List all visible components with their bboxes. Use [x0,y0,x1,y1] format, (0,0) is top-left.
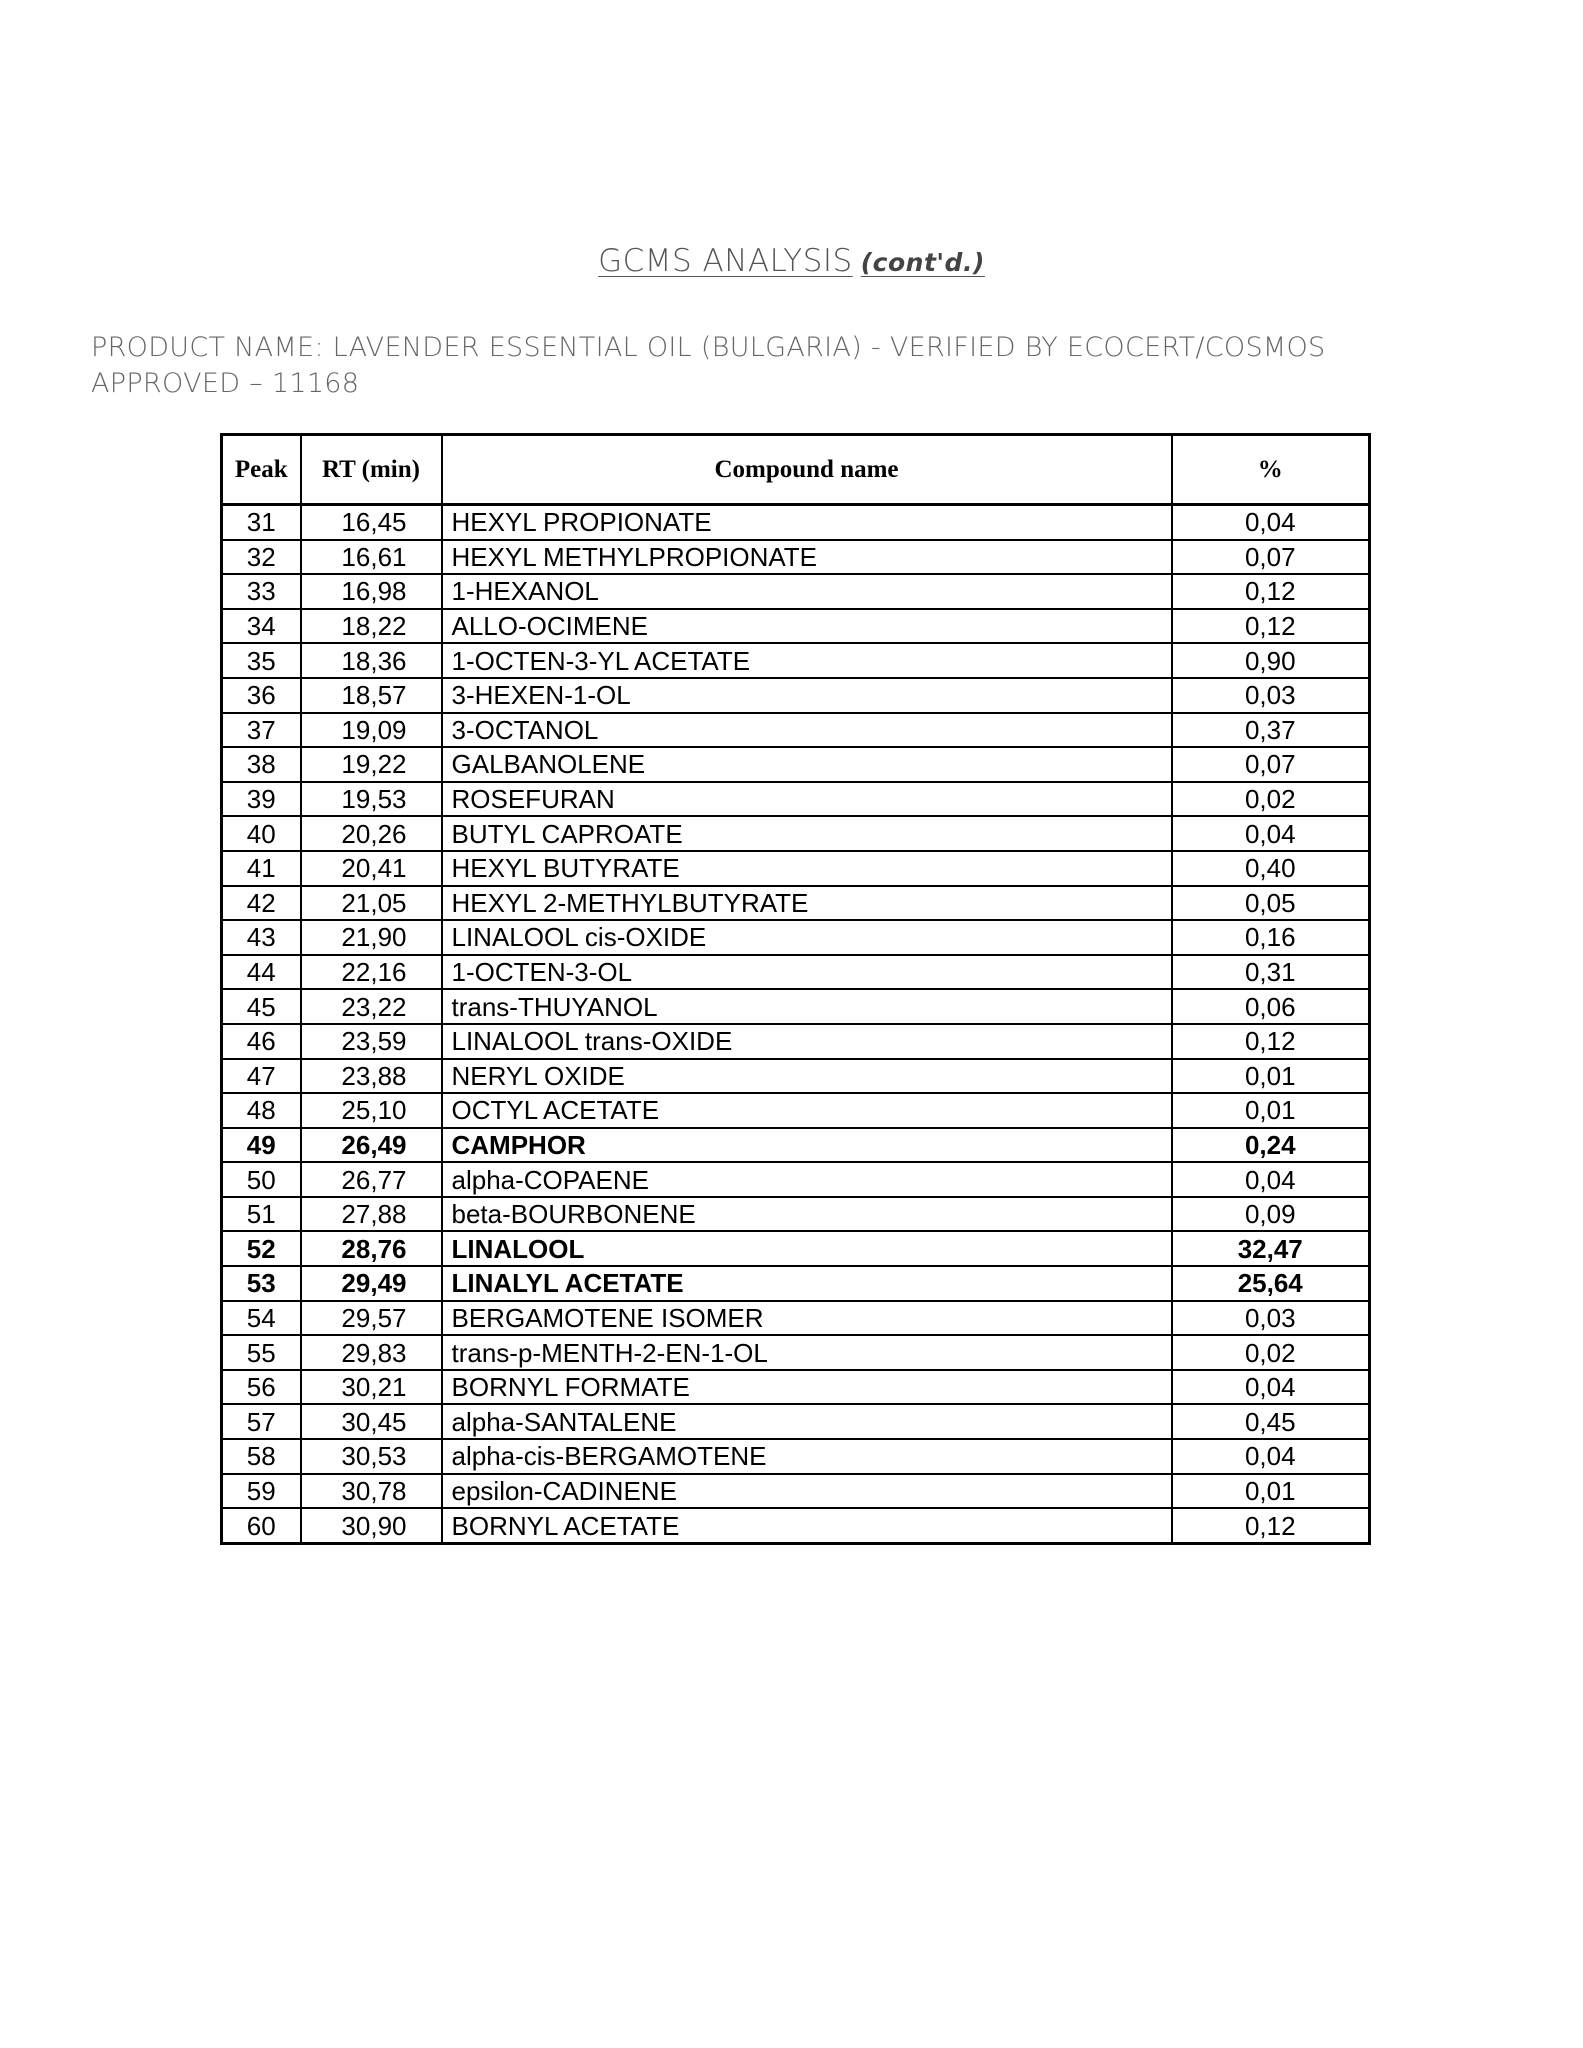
cell-percent: 0,03 [1172,678,1370,713]
cell-percent: 0,24 [1172,1128,1370,1163]
cell-compound-name: OCTYL ACETATE [442,1093,1172,1128]
cell-compound-name: 3-HEXEN-1-OL [442,678,1172,713]
title-text: GCMS ANALYSIS [598,243,853,279]
column-header-rt: RT (min) [301,435,442,505]
cell-rt: 18,57 [301,678,442,713]
table-row [222,1301,1370,1336]
table-row [222,1439,1370,1474]
cell-rt: 16,98 [301,574,442,609]
cell-rt: 28,76 [301,1231,442,1266]
cell-percent: 0,01 [1172,1474,1370,1509]
cell-peak: 38 [222,747,301,782]
cell-peak: 31 [222,505,301,540]
cell-rt: 21,05 [301,886,442,921]
cell-compound-name: alpha-cis-BERGAMOTENE [442,1439,1172,1474]
table-row [222,886,1370,921]
page-title [598,243,985,279]
table-row [222,678,1370,713]
cell-percent: 0,31 [1172,955,1370,990]
cell-percent: 0,01 [1172,1059,1370,1094]
column-header-percent: % [1172,435,1370,505]
cell-peak: 33 [222,574,301,609]
cell-rt: 23,59 [301,1024,442,1059]
cell-peak: 55 [222,1335,301,1370]
cell-compound-name: HEXYL PROPIONATE [442,505,1172,540]
cell-compound-name: BUTYL CAPROATE [442,816,1172,851]
cell-percent: 0,12 [1172,1024,1370,1059]
cell-compound-name: LINALYL ACETATE [442,1266,1172,1301]
cell-rt: 18,22 [301,609,442,644]
cell-percent: 0,12 [1172,1508,1370,1543]
cell-rt: 26,49 [301,1128,442,1163]
cell-percent: 0,09 [1172,1197,1370,1232]
product-line-2: APPROVED – 11168 [91,368,360,399]
cell-compound-name: trans-THUYANOL [442,989,1172,1024]
cell-peak: 56 [222,1370,301,1405]
cell-percent: 0,07 [1172,747,1370,782]
cell-percent: 0,04 [1172,1439,1370,1474]
cell-rt: 29,83 [301,1335,442,1370]
table-row [222,989,1370,1024]
cell-compound-name: 1-OCTEN-3-YL ACETATE [442,643,1172,678]
table-row [222,574,1370,609]
cell-peak: 49 [222,1128,301,1163]
title-wrap [0,243,1583,279]
table-row [222,816,1370,851]
cell-peak: 58 [222,1439,301,1474]
table-body [222,505,1370,1544]
cell-rt: 30,21 [301,1370,442,1405]
cell-percent: 0,07 [1172,540,1370,575]
table-row [222,505,1370,540]
cell-compound-name: HEXYL METHYLPROPIONATE [442,540,1172,575]
cell-percent: 0,12 [1172,609,1370,644]
cell-percent: 0,45 [1172,1404,1370,1439]
cell-rt: 19,09 [301,713,442,748]
cell-percent: 32,47 [1172,1231,1370,1266]
cell-peak: 57 [222,1404,301,1439]
cell-rt: 20,41 [301,851,442,886]
cell-peak: 42 [222,886,301,921]
cell-peak: 39 [222,782,301,817]
cell-compound-name: CAMPHOR [442,1128,1172,1163]
column-header-peak: Peak [222,435,301,505]
cell-peak: 59 [222,1474,301,1509]
cell-percent: 0,01 [1172,1093,1370,1128]
table-row [222,1024,1370,1059]
table-row [222,1059,1370,1094]
cell-peak: 52 [222,1231,301,1266]
table-row [222,747,1370,782]
cell-rt: 18,36 [301,643,442,678]
cell-compound-name: 3-OCTANOL [442,713,1172,748]
cell-compound-name: BORNYL FORMATE [442,1370,1172,1405]
cell-rt: 21,90 [301,920,442,955]
cell-peak: 53 [222,1266,301,1301]
column-header-compound: Compound name [442,435,1172,505]
cell-percent: 0,37 [1172,713,1370,748]
table-row [222,1335,1370,1370]
cell-rt: 22,16 [301,955,442,990]
cell-peak: 48 [222,1093,301,1128]
cell-percent: 0,12 [1172,574,1370,609]
cell-compound-name: alpha-COPAENE [442,1162,1172,1197]
cell-compound-name: epsilon-CADINENE [442,1474,1172,1509]
table-row [222,1508,1370,1543]
cell-rt: 30,45 [301,1404,442,1439]
table-row [222,1128,1370,1163]
cell-compound-name: NERYL OXIDE [442,1059,1172,1094]
cell-compound-name: alpha-SANTALENE [442,1404,1172,1439]
cell-rt: 29,49 [301,1266,442,1301]
cell-compound-name: GALBANOLENE [442,747,1172,782]
table-row [222,1197,1370,1232]
cell-peak: 41 [222,851,301,886]
gcms-table [220,433,1371,1545]
table-row [222,955,1370,990]
cell-percent: 0,04 [1172,1370,1370,1405]
cell-peak: 47 [222,1059,301,1094]
cell-compound-name: trans-p-MENTH-2-EN-1-OL [442,1335,1172,1370]
cell-compound-name: ROSEFURAN [442,782,1172,817]
cell-peak: 36 [222,678,301,713]
cell-percent: 0,04 [1172,816,1370,851]
cell-rt: 16,45 [301,505,442,540]
cell-percent: 0,04 [1172,505,1370,540]
cell-rt: 26,77 [301,1162,442,1197]
cell-rt: 30,53 [301,1439,442,1474]
table-header-row [222,435,1370,505]
product-line-1: PRODUCT NAME: LAVENDER ESSENTIAL OIL (BULGARIA) - VERIFIED BY ECOCERT/COSMOS [91,332,1326,363]
cell-percent: 0,06 [1172,989,1370,1024]
table-row [222,643,1370,678]
cell-compound-name: HEXYL BUTYRATE [442,851,1172,886]
table-row [222,540,1370,575]
cell-compound-name: ALLO-OCIMENE [442,609,1172,644]
cell-peak: 50 [222,1162,301,1197]
table-row [222,1266,1370,1301]
cell-rt: 19,53 [301,782,442,817]
cell-compound-name: LINALOOL trans-OXIDE [442,1024,1172,1059]
table-row [222,1370,1370,1405]
cell-compound-name: BORNYL ACETATE [442,1508,1172,1543]
cell-compound-name: LINALOOL cis-OXIDE [442,920,1172,955]
table-row [222,1162,1370,1197]
cell-percent: 0,02 [1172,782,1370,817]
cell-peak: 43 [222,920,301,955]
cell-peak: 45 [222,989,301,1024]
cell-percent: 0,40 [1172,851,1370,886]
cell-rt: 27,88 [301,1197,442,1232]
cell-peak: 34 [222,609,301,644]
cell-compound-name: beta-BOURBONENE [442,1197,1172,1232]
product-name [91,330,1511,402]
cell-peak: 51 [222,1197,301,1232]
cell-percent: 0,05 [1172,886,1370,921]
cell-compound-name: 1-HEXANOL [442,574,1172,609]
cell-peak: 46 [222,1024,301,1059]
cell-percent: 0,02 [1172,1335,1370,1370]
cell-compound-name: HEXYL 2-METHYLBUTYRATE [442,886,1172,921]
cell-peak: 54 [222,1301,301,1336]
cell-rt: 30,90 [301,1508,442,1543]
cell-rt: 20,26 [301,816,442,851]
table-row [222,851,1370,886]
title-suffix: (cont'd.) [860,248,985,277]
cell-rt: 23,88 [301,1059,442,1094]
cell-peak: 35 [222,643,301,678]
table-row [222,1474,1370,1509]
cell-compound-name: LINALOOL [442,1231,1172,1266]
cell-peak: 44 [222,955,301,990]
cell-percent: 0,03 [1172,1301,1370,1336]
cell-rt: 19,22 [301,747,442,782]
table-row [222,920,1370,955]
cell-peak: 40 [222,816,301,851]
cell-percent: 0,04 [1172,1162,1370,1197]
table-row [222,782,1370,817]
table-row [222,609,1370,644]
cell-percent: 0,90 [1172,643,1370,678]
cell-compound-name: 1-OCTEN-3-OL [442,955,1172,990]
cell-rt: 23,22 [301,989,442,1024]
cell-percent: 0,16 [1172,920,1370,955]
table-row [222,1231,1370,1266]
cell-rt: 29,57 [301,1301,442,1336]
cell-percent: 25,64 [1172,1266,1370,1301]
cell-rt: 30,78 [301,1474,442,1509]
table-row [222,1404,1370,1439]
cell-peak: 60 [222,1508,301,1543]
cell-rt: 16,61 [301,540,442,575]
table-row [222,713,1370,748]
cell-compound-name: BERGAMOTENE ISOMER [442,1301,1172,1336]
table-row [222,1093,1370,1128]
cell-peak: 32 [222,540,301,575]
cell-rt: 25,10 [301,1093,442,1128]
cell-peak: 37 [222,713,301,748]
